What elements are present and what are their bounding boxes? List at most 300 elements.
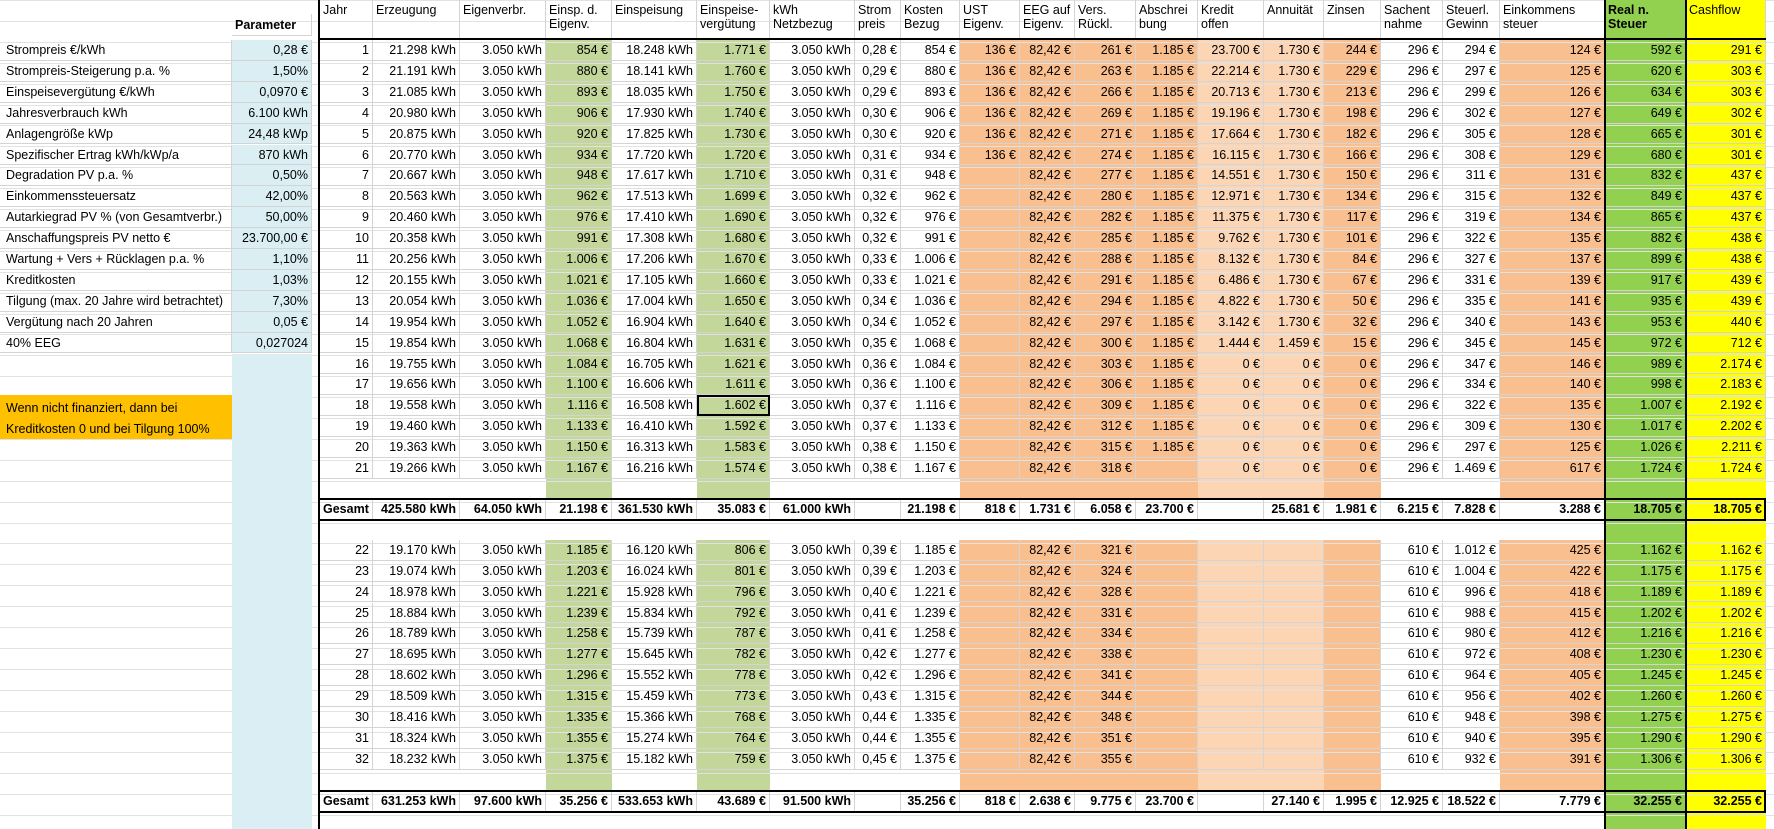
table-cell[interactable]: 0,45 € (855, 749, 901, 770)
table-cell[interactable]: 296 € (1381, 270, 1443, 291)
table-cell[interactable]: 20.358 kWh (373, 228, 460, 249)
table-cell[interactable] (1324, 561, 1381, 582)
table-cell[interactable]: 28 (320, 665, 373, 686)
table-cell[interactable]: 1.185 € (1136, 333, 1198, 354)
table-cell[interactable]: 141 € (1500, 291, 1605, 312)
table-cell[interactable] (1136, 644, 1198, 665)
table-cell[interactable]: 82,42 € (1020, 395, 1075, 416)
table-cell[interactable]: 3.050 kWh (770, 333, 855, 354)
table-cell[interactable] (1264, 540, 1324, 561)
table-cell[interactable]: 422 € (1500, 561, 1605, 582)
table-cell[interactable]: 0 € (1324, 354, 1381, 375)
table-cell[interactable]: 948 € (901, 165, 960, 186)
table-cell[interactable]: 348 € (1075, 707, 1136, 728)
table-cell[interactable]: 15.274 kWh (612, 728, 697, 749)
table-cell[interactable]: 1.724 € (1605, 458, 1686, 479)
parameter-value[interactable]: 24,48 kWp (232, 124, 312, 145)
table-cell[interactable]: 17.617 kWh (612, 165, 697, 186)
total-cell[interactable]: 35.256 € (546, 791, 612, 812)
table-cell[interactable]: 302 € (1443, 103, 1500, 124)
table-cell[interactable]: 801 € (697, 561, 770, 582)
table-cell[interactable]: 1.375 € (901, 749, 960, 770)
table-cell[interactable]: 0 € (1324, 458, 1381, 479)
table-cell[interactable]: 3.050 kWh (460, 582, 546, 603)
table-cell[interactable]: 998 € (1605, 374, 1686, 395)
table-cell[interactable]: 1.290 € (1686, 728, 1766, 749)
table-cell[interactable]: 1.459 € (1264, 333, 1324, 354)
table-cell[interactable]: 3.050 kWh (460, 124, 546, 145)
table-cell[interactable]: 0 € (1198, 437, 1264, 458)
table-cell[interactable]: 1.185 € (1136, 145, 1198, 166)
table-cell[interactable] (1264, 665, 1324, 686)
table-cell[interactable] (960, 333, 1020, 354)
table-cell[interactable]: 347 € (1443, 354, 1500, 375)
table-cell[interactable]: 9 (320, 207, 373, 228)
table-cell[interactable]: 296 € (1381, 186, 1443, 207)
parameter-value[interactable]: 0,50% (232, 165, 312, 186)
table-cell[interactable] (1324, 728, 1381, 749)
table-cell[interactable]: 19.854 kWh (373, 333, 460, 354)
table-cell[interactable]: 1.185 € (1136, 207, 1198, 228)
table-cell[interactable]: 82,42 € (1020, 40, 1075, 61)
table-cell[interactable]: 0,36 € (855, 374, 901, 395)
total-cell[interactable]: Gesamt (320, 791, 373, 812)
table-cell[interactable]: 296 € (1381, 40, 1443, 61)
table-cell[interactable]: 0 € (1198, 416, 1264, 437)
table-cell[interactable]: 1.185 € (1136, 82, 1198, 103)
parameter-value[interactable]: 50,00% (232, 207, 312, 228)
table-cell[interactable]: 2.202 € (1686, 416, 1766, 437)
table-cell[interactable] (1324, 623, 1381, 644)
table-cell[interactable] (960, 291, 1020, 312)
table-cell[interactable]: 297 € (1443, 61, 1500, 82)
table-cell[interactable]: 1.592 € (697, 416, 770, 437)
table-cell[interactable]: 1.335 € (901, 707, 960, 728)
table-cell[interactable]: 1.720 € (697, 145, 770, 166)
table-cell[interactable]: 1.012 € (1443, 540, 1500, 561)
table-cell[interactable]: 18.695 kWh (373, 644, 460, 665)
table-cell[interactable]: 0,42 € (855, 665, 901, 686)
total-cell[interactable]: 61.000 kWh (770, 499, 855, 520)
table-cell[interactable]: 893 € (901, 82, 960, 103)
table-cell[interactable]: 296 € (1381, 228, 1443, 249)
parameter-value[interactable]: 6.100 kWh (232, 103, 312, 124)
table-cell[interactable]: 20.980 kWh (373, 103, 460, 124)
table-cell[interactable]: 1.203 € (901, 561, 960, 582)
table-cell[interactable]: 20.713 € (1198, 82, 1264, 103)
table-cell[interactable]: 1.189 € (1605, 582, 1686, 603)
table-cell[interactable]: 18.509 kWh (373, 686, 460, 707)
table-cell[interactable]: 15.182 kWh (612, 749, 697, 770)
table-cell[interactable]: 3.050 kWh (770, 749, 855, 770)
table-cell[interactable]: 759 € (697, 749, 770, 770)
table-cell[interactable]: 610 € (1381, 603, 1443, 624)
table-cell[interactable]: 3.050 kWh (770, 540, 855, 561)
table-cell[interactable]: 0,43 € (855, 686, 901, 707)
table-cell[interactable]: 101 € (1324, 228, 1381, 249)
table-cell[interactable]: 0 € (1324, 374, 1381, 395)
table-cell[interactable]: 1.650 € (697, 291, 770, 312)
table-cell[interactable]: 126 € (1500, 82, 1605, 103)
table-cell[interactable]: 1.275 € (1686, 707, 1766, 728)
table-cell[interactable]: 3.050 kWh (460, 686, 546, 707)
total-cell[interactable]: 18.705 € (1605, 499, 1686, 520)
table-cell[interactable]: 25 (320, 603, 373, 624)
table-cell[interactable]: 3.050 kWh (460, 333, 546, 354)
table-cell[interactable]: 26 (320, 623, 373, 644)
total-cell[interactable]: 533.653 kWh (612, 791, 697, 812)
table-cell[interactable]: 2.174 € (1686, 354, 1766, 375)
table-cell[interactable]: 82,42 € (1020, 354, 1075, 375)
table-cell[interactable]: 296 € (1381, 145, 1443, 166)
table-cell[interactable]: 1.116 € (901, 395, 960, 416)
table-cell[interactable] (960, 270, 1020, 291)
total-cell[interactable]: 23.700 € (1136, 499, 1198, 520)
table-cell[interactable]: 1.670 € (697, 249, 770, 270)
total-cell[interactable]: 818 € (960, 499, 1020, 520)
total-cell[interactable]: 18.522 € (1443, 791, 1500, 812)
table-cell[interactable]: 328 € (1075, 582, 1136, 603)
table-cell[interactable] (960, 416, 1020, 437)
table-cell[interactable]: 0 € (1264, 374, 1324, 395)
table-cell[interactable]: 964 € (1443, 665, 1500, 686)
parameter-value[interactable]: 7,30% (232, 291, 312, 312)
table-cell[interactable]: 331 € (1075, 603, 1136, 624)
table-cell[interactable]: 0,38 € (855, 458, 901, 479)
table-cell[interactable]: 3.050 kWh (770, 561, 855, 582)
table-cell[interactable]: 296 € (1381, 124, 1443, 145)
table-cell[interactable] (1324, 665, 1381, 686)
total-cell[interactable]: 3.288 € (1500, 499, 1605, 520)
table-cell[interactable]: 82,42 € (1020, 540, 1075, 561)
table-cell[interactable]: 0,40 € (855, 582, 901, 603)
table-cell[interactable]: 3 (320, 82, 373, 103)
table-cell[interactable] (1264, 728, 1324, 749)
table-cell[interactable]: 309 € (1443, 416, 1500, 437)
table-cell[interactable]: 22.214 € (1198, 61, 1264, 82)
table-cell[interactable]: 1.230 € (1605, 644, 1686, 665)
table-cell[interactable]: 1.730 € (1264, 291, 1324, 312)
table-cell[interactable]: 1.730 € (1264, 249, 1324, 270)
table-cell[interactable]: 8.132 € (1198, 249, 1264, 270)
table-cell[interactable]: 2 (320, 61, 373, 82)
total-cell[interactable]: 25.681 € (1264, 499, 1324, 520)
table-cell[interactable]: 438 € (1686, 228, 1766, 249)
table-cell[interactable]: 3.050 kWh (460, 354, 546, 375)
table-cell[interactable]: 3.050 kWh (460, 103, 546, 124)
table-cell[interactable]: 296 € (1381, 291, 1443, 312)
table-cell[interactable]: 782 € (697, 644, 770, 665)
table-cell[interactable]: 82,42 € (1020, 561, 1075, 582)
table-cell[interactable]: 0,32 € (855, 228, 901, 249)
table-cell[interactable]: 778 € (697, 665, 770, 686)
table-cell[interactable]: 1.068 € (546, 333, 612, 354)
table-cell[interactable]: 1.730 € (1264, 270, 1324, 291)
table-cell[interactable]: 6 (320, 145, 373, 166)
table-cell[interactable]: 0,28 € (855, 40, 901, 61)
table-cell[interactable]: 0,44 € (855, 728, 901, 749)
table-cell[interactable]: 82,42 € (1020, 644, 1075, 665)
table-cell[interactable]: 3.050 kWh (460, 728, 546, 749)
table-cell[interactable]: 82,42 € (1020, 437, 1075, 458)
table-cell[interactable]: 1 (320, 40, 373, 61)
table-cell[interactable]: 1.239 € (901, 603, 960, 624)
table-cell[interactable] (960, 354, 1020, 375)
table-cell[interactable]: 17.410 kWh (612, 207, 697, 228)
table-cell[interactable]: 82,42 € (1020, 686, 1075, 707)
table-cell[interactable]: 976 € (546, 207, 612, 228)
table-cell[interactable] (1198, 623, 1264, 644)
table-cell[interactable]: 1.162 € (1686, 540, 1766, 561)
table-cell[interactable]: 3.050 kWh (460, 270, 546, 291)
table-cell[interactable]: 0 € (1198, 458, 1264, 479)
table-cell[interactable]: 649 € (1605, 103, 1686, 124)
table-cell[interactable]: 82,42 € (1020, 82, 1075, 103)
table-cell[interactable]: 3.050 kWh (770, 707, 855, 728)
table-cell[interactable]: 18.416 kWh (373, 707, 460, 728)
table-cell[interactable]: 3.050 kWh (770, 395, 855, 416)
parameter-value[interactable]: 1,03% (232, 270, 312, 291)
table-cell[interactable]: 19 (320, 416, 373, 437)
table-cell[interactable]: 137 € (1500, 249, 1605, 270)
table-cell[interactable] (960, 749, 1020, 770)
table-cell[interactable]: 3.050 kWh (770, 603, 855, 624)
table-cell[interactable]: 1.750 € (697, 82, 770, 103)
table-cell[interactable] (960, 582, 1020, 603)
table-cell[interactable]: 0,42 € (855, 644, 901, 665)
total-cell[interactable] (855, 791, 901, 812)
total-cell[interactable]: 43.689 € (697, 791, 770, 812)
table-cell[interactable]: 355 € (1075, 749, 1136, 770)
table-cell[interactable]: 1.100 € (546, 374, 612, 395)
table-cell[interactable]: 84 € (1324, 249, 1381, 270)
table-cell[interactable]: 0,34 € (855, 312, 901, 333)
table-cell[interactable]: 315 € (1075, 437, 1136, 458)
table-cell[interactable]: 0,29 € (855, 82, 901, 103)
table-cell[interactable]: 82,42 € (1020, 603, 1075, 624)
table-cell[interactable]: 18.884 kWh (373, 603, 460, 624)
table-cell[interactable]: 1.185 € (1136, 61, 1198, 82)
table-cell[interactable]: 135 € (1500, 395, 1605, 416)
table-cell[interactable]: 439 € (1686, 291, 1766, 312)
parameter-value[interactable]: 0,0970 € (232, 82, 312, 103)
table-cell[interactable]: 1.740 € (697, 103, 770, 124)
table-cell[interactable]: 296 € (1381, 103, 1443, 124)
table-cell[interactable]: 1.185 € (1136, 395, 1198, 416)
table-cell[interactable]: 344 € (1075, 686, 1136, 707)
table-cell[interactable]: 82,42 € (1020, 665, 1075, 686)
table-cell[interactable] (1136, 582, 1198, 603)
table-cell[interactable]: 1.710 € (697, 165, 770, 186)
table-cell[interactable]: 980 € (1443, 623, 1500, 644)
table-cell[interactable]: 0,35 € (855, 333, 901, 354)
table-cell[interactable]: 17.825 kWh (612, 124, 697, 145)
table-cell[interactable]: 19.755 kWh (373, 354, 460, 375)
table-cell[interactable]: 5 (320, 124, 373, 145)
table-cell[interactable]: 301 € (1686, 145, 1766, 166)
table-cell[interactable]: 1.730 € (1264, 40, 1324, 61)
table-cell[interactable]: 17 (320, 374, 373, 395)
total-cell[interactable]: 21.198 € (901, 499, 960, 520)
table-cell[interactable]: 0,32 € (855, 186, 901, 207)
table-cell[interactable]: 1.611 € (697, 374, 770, 395)
table-cell[interactable]: 244 € (1324, 40, 1381, 61)
total-cell[interactable]: 64.050 kWh (460, 499, 546, 520)
table-cell[interactable]: 1.185 € (1136, 437, 1198, 458)
table-cell[interactable]: 3.050 kWh (460, 665, 546, 686)
table-cell[interactable]: 82,42 € (1020, 416, 1075, 437)
table-cell[interactable]: 1.730 € (1264, 165, 1324, 186)
table-cell[interactable]: 294 € (1075, 291, 1136, 312)
table-cell[interactable]: 15.366 kWh (612, 707, 697, 728)
table-cell[interactable] (960, 228, 1020, 249)
parameter-value[interactable]: 1,10% (232, 249, 312, 270)
table-cell[interactable]: 893 € (546, 82, 612, 103)
table-cell[interactable]: 16.606 kWh (612, 374, 697, 395)
table-cell[interactable]: 1.052 € (546, 312, 612, 333)
table-cell[interactable]: 0,41 € (855, 623, 901, 644)
table-cell[interactable]: 14.551 € (1198, 165, 1264, 186)
table-cell[interactable]: 768 € (697, 707, 770, 728)
table-cell[interactable]: 143 € (1500, 312, 1605, 333)
table-cell[interactable] (960, 540, 1020, 561)
table-cell[interactable] (1136, 623, 1198, 644)
table-cell[interactable] (960, 249, 1020, 270)
table-cell[interactable]: 3.050 kWh (770, 665, 855, 686)
table-cell[interactable]: 338 € (1075, 644, 1136, 665)
parameter-value[interactable]: 42,00% (232, 186, 312, 207)
table-cell[interactable]: 592 € (1605, 40, 1686, 61)
parameter-value[interactable]: 0,28 € (232, 40, 312, 61)
table-cell[interactable]: 2.211 € (1686, 437, 1766, 458)
table-cell[interactable]: 82,42 € (1020, 333, 1075, 354)
table-cell[interactable] (960, 186, 1020, 207)
table-cell[interactable]: 82,42 € (1020, 458, 1075, 479)
total-cell[interactable] (1198, 499, 1264, 520)
table-cell[interactable]: 1.185 € (1136, 40, 1198, 61)
parameter-value[interactable]: 0,027024 (232, 333, 312, 354)
table-cell[interactable]: 340 € (1443, 312, 1500, 333)
total-cell[interactable]: 818 € (960, 791, 1020, 812)
table-cell[interactable]: 1.771 € (697, 40, 770, 61)
table-cell[interactable]: 296 € (1381, 458, 1443, 479)
table-cell[interactable]: 23 (320, 561, 373, 582)
table-cell[interactable]: 29 (320, 686, 373, 707)
table-cell[interactable]: 617 € (1500, 458, 1605, 479)
table-cell[interactable]: 3.050 kWh (460, 540, 546, 561)
table-cell[interactable]: 1.021 € (546, 270, 612, 291)
table-cell[interactable]: 10 (320, 228, 373, 249)
table-cell[interactable]: 274 € (1075, 145, 1136, 166)
table-cell[interactable]: 3.050 kWh (460, 228, 546, 249)
table-cell[interactable]: 1.216 € (1605, 623, 1686, 644)
table-cell[interactable]: 3.050 kWh (460, 561, 546, 582)
table-cell[interactable]: 16.904 kWh (612, 312, 697, 333)
table-cell[interactable]: 3.050 kWh (770, 686, 855, 707)
table-cell[interactable]: 996 € (1443, 582, 1500, 603)
table-cell[interactable]: 0,37 € (855, 416, 901, 437)
table-cell[interactable]: 3.050 kWh (770, 165, 855, 186)
table-cell[interactable]: 296 € (1381, 165, 1443, 186)
table-cell[interactable]: 1.185 € (1136, 228, 1198, 249)
table-cell[interactable]: 1.216 € (1686, 623, 1766, 644)
table-cell[interactable]: 1.068 € (901, 333, 960, 354)
table-cell[interactable]: 917 € (1605, 270, 1686, 291)
table-cell[interactable]: 294 € (1443, 40, 1500, 61)
table-cell[interactable]: 296 € (1381, 416, 1443, 437)
table-cell[interactable]: 610 € (1381, 540, 1443, 561)
table-cell[interactable]: 610 € (1381, 644, 1443, 665)
table-cell[interactable]: 865 € (1605, 207, 1686, 228)
table-cell[interactable]: 610 € (1381, 623, 1443, 644)
table-cell[interactable]: 16.508 kWh (612, 395, 697, 416)
table-cell[interactable]: 1.175 € (1686, 561, 1766, 582)
table-cell[interactable]: 12 (320, 270, 373, 291)
table-cell[interactable]: 139 € (1500, 270, 1605, 291)
table-cell[interactable]: 327 € (1443, 249, 1500, 270)
table-cell[interactable]: 19.656 kWh (373, 374, 460, 395)
table-cell[interactable]: 17.930 kWh (612, 103, 697, 124)
table-cell[interactable]: 277 € (1075, 165, 1136, 186)
table-cell[interactable]: 15.459 kWh (612, 686, 697, 707)
table-cell[interactable]: 3.050 kWh (460, 437, 546, 458)
table-cell[interactable]: 306 € (1075, 374, 1136, 395)
table-cell[interactable]: 18.141 kWh (612, 61, 697, 82)
table-cell[interactable]: 15 € (1324, 333, 1381, 354)
table-cell[interactable]: 854 € (546, 40, 612, 61)
table-cell[interactable]: 1.260 € (1605, 686, 1686, 707)
table-cell[interactable]: 296 € (1381, 437, 1443, 458)
table-cell[interactable]: 303 € (1686, 82, 1766, 103)
table-cell[interactable]: 1.133 € (901, 416, 960, 437)
table-cell[interactable]: 9.762 € (1198, 228, 1264, 249)
table-cell[interactable]: 296 € (1381, 207, 1443, 228)
table-cell[interactable]: 20.563 kWh (373, 186, 460, 207)
table-cell[interactable]: 3.050 kWh (460, 312, 546, 333)
total-cell[interactable]: 6.058 € (1075, 499, 1136, 520)
table-cell[interactable]: 82,42 € (1020, 228, 1075, 249)
table-cell[interactable] (1198, 540, 1264, 561)
table-cell[interactable]: 308 € (1443, 145, 1500, 166)
table-cell[interactable]: 17.513 kWh (612, 186, 697, 207)
table-cell[interactable] (1324, 603, 1381, 624)
table-cell[interactable]: 953 € (1605, 312, 1686, 333)
table-cell[interactable]: 1.660 € (697, 270, 770, 291)
table-cell[interactable]: 18.035 kWh (612, 82, 697, 103)
table-cell[interactable]: 1.084 € (901, 354, 960, 375)
table-cell[interactable]: 1.189 € (1686, 582, 1766, 603)
table-cell[interactable]: 280 € (1075, 186, 1136, 207)
table-cell[interactable]: 948 € (546, 165, 612, 186)
table-cell[interactable]: 1.150 € (901, 437, 960, 458)
table-cell[interactable]: 1.006 € (546, 249, 612, 270)
table-cell[interactable]: 20.460 kWh (373, 207, 460, 228)
table-cell[interactable]: 1.730 € (697, 124, 770, 145)
table-cell[interactable]: 12.971 € (1198, 186, 1264, 207)
table-cell[interactable]: 315 € (1443, 186, 1500, 207)
table-cell[interactable]: 880 € (901, 61, 960, 82)
table-cell[interactable]: 305 € (1443, 124, 1500, 145)
table-cell[interactable]: 303 € (1686, 61, 1766, 82)
table-cell[interactable]: 418 € (1500, 582, 1605, 603)
table-cell[interactable]: 3.050 kWh (460, 145, 546, 166)
table-cell[interactable]: 3.050 kWh (770, 228, 855, 249)
table-cell[interactable]: 11.375 € (1198, 207, 1264, 228)
table-cell[interactable]: 296 € (1381, 354, 1443, 375)
table-cell[interactable]: 935 € (1605, 291, 1686, 312)
table-cell[interactable]: 134 € (1324, 186, 1381, 207)
table-cell[interactable]: 991 € (901, 228, 960, 249)
